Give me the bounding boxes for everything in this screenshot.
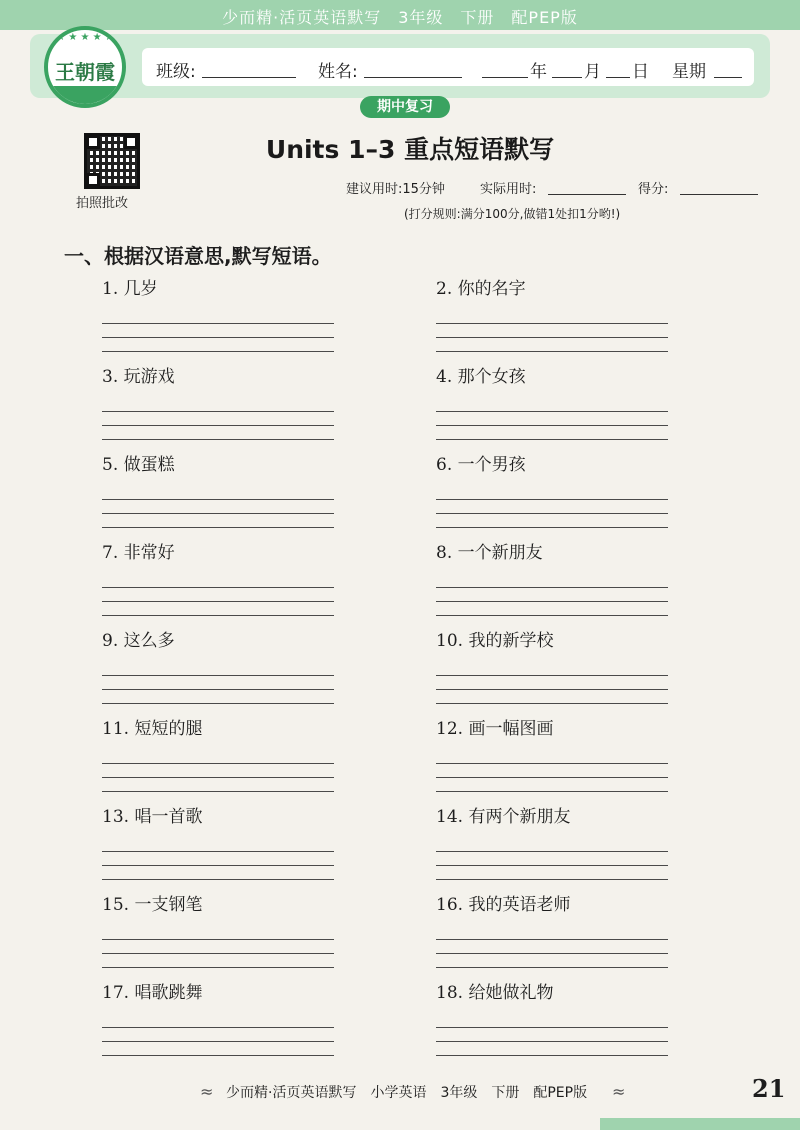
answer-line[interactable] [102, 662, 334, 676]
answer-line[interactable] [102, 412, 334, 426]
answer-line[interactable] [102, 514, 334, 528]
answer-line[interactable] [102, 676, 334, 690]
bottom-stripe [600, 1118, 800, 1130]
answer-line[interactable] [436, 852, 668, 866]
exercise-prompt: 15. 一支钢笔 [102, 895, 203, 915]
answer-line[interactable] [436, 426, 668, 440]
exercise-prompt: 2. 你的名字 [436, 279, 526, 299]
score-field[interactable] [680, 194, 758, 195]
page-title: Units 1–3 重点短语默写 [265, 135, 555, 164]
answer-line[interactable] [102, 398, 334, 412]
exercise-prompt: 8. 一个新朋友 [436, 543, 543, 563]
answer-line[interactable] [436, 940, 668, 954]
answer-line[interactable] [436, 486, 668, 500]
footer-text: 少而精·活页英语默写 小学英语 3年级 下册 配PEP版 [226, 1085, 588, 1101]
answer-lines[interactable] [436, 574, 676, 616]
answer-lines[interactable] [436, 310, 676, 352]
exercise-prompt: 10. 我的新学校 [436, 631, 554, 651]
qr-code-icon[interactable] [84, 133, 140, 189]
answer-lines[interactable] [436, 750, 676, 792]
month-label: 月 [584, 62, 601, 82]
series-title: 少而精·活页英语默写 3年级 下册 配PEP版 [222, 8, 578, 27]
exercise-prompt: 18. 给她做礼物 [436, 983, 554, 1003]
answer-line[interactable] [436, 500, 668, 514]
logo-banner [48, 86, 122, 104]
answer-line[interactable] [102, 310, 334, 324]
answer-lines[interactable] [102, 398, 342, 440]
star-icon: ★ ★ ★ ★ ★ [56, 32, 114, 43]
exercise-prompt: 1. 几岁 [102, 279, 158, 299]
answer-line[interactable] [436, 690, 668, 704]
class-label: 班级: [156, 62, 196, 82]
answer-line[interactable] [436, 324, 668, 338]
weekday-field[interactable] [714, 77, 742, 78]
page-number: 21 [752, 1074, 786, 1103]
answer-line[interactable] [436, 398, 668, 412]
answer-line[interactable] [102, 940, 334, 954]
answer-line[interactable] [436, 750, 668, 764]
exercise-prompt: 14. 有两个新朋友 [436, 807, 571, 827]
answer-line[interactable] [436, 1042, 668, 1056]
suggested-time: 建议用时:15分钟 [346, 182, 445, 197]
weekday-label: 星期 [672, 62, 706, 82]
answer-lines[interactable] [436, 1014, 676, 1056]
exercise-item [102, 892, 342, 968]
exercise-item [102, 540, 342, 616]
answer-line[interactable] [436, 1028, 668, 1042]
exercise-item [102, 804, 342, 880]
exercise-prompt: 17. 唱歌跳舞 [102, 983, 203, 1003]
answer-line[interactable] [102, 750, 334, 764]
exercise-item [102, 628, 342, 704]
exercise-item [436, 804, 676, 880]
exercise-prompt: 9. 这么多 [102, 631, 175, 651]
exercise-prompt: 12. 画一幅图画 [436, 719, 554, 739]
answer-line[interactable] [102, 602, 334, 616]
answer-line[interactable] [102, 338, 334, 352]
answer-line[interactable] [436, 1014, 668, 1028]
day-field[interactable] [606, 77, 630, 78]
qr-label: 拍照批改 [76, 196, 129, 211]
answer-lines[interactable] [436, 926, 676, 968]
answer-line[interactable] [102, 324, 334, 338]
answer-line[interactable] [102, 852, 334, 866]
section-tag: 期中复习 [360, 96, 450, 118]
answer-lines[interactable] [436, 662, 676, 704]
answer-line[interactable] [436, 662, 668, 676]
exercise-prompt: 11. 短短的腿 [102, 719, 203, 739]
exercise-item [102, 276, 342, 352]
answer-lines[interactable] [102, 486, 342, 528]
scoring-rule: (打分规则:满分100分,做错1处扣1分哟!) [404, 207, 621, 221]
answer-lines[interactable] [102, 574, 342, 616]
exercise-prompt: 7. 非常好 [102, 543, 175, 563]
day-label: 日 [632, 62, 649, 82]
answer-lines[interactable] [436, 838, 676, 880]
answer-line[interactable] [102, 954, 334, 968]
answer-lines[interactable] [436, 398, 676, 440]
student-info-box [142, 48, 754, 86]
answer-lines[interactable] [102, 1014, 342, 1056]
exercise-prompt: 4. 那个女孩 [436, 367, 526, 387]
exercise-item [436, 540, 676, 616]
year-label: 年 [530, 62, 547, 82]
exercise-prompt: 13. 唱一首歌 [102, 807, 203, 827]
name-field[interactable] [364, 77, 462, 78]
answer-line[interactable] [436, 926, 668, 940]
logo-text: 王朝霞 [55, 60, 115, 84]
answer-line[interactable] [102, 426, 334, 440]
answer-line[interactable] [102, 1014, 334, 1028]
exercise-item [436, 364, 676, 440]
exercise-prompt: 6. 一个男孩 [436, 455, 526, 475]
class-field[interactable] [202, 77, 296, 78]
answer-lines[interactable] [102, 926, 342, 968]
answer-line[interactable] [436, 778, 668, 792]
answer-line[interactable] [102, 778, 334, 792]
answer-line[interactable] [102, 486, 334, 500]
exercise-item [436, 716, 676, 792]
answer-lines[interactable] [102, 662, 342, 704]
section-heading: 一、根据汉语意思,默写短语。 [64, 244, 332, 268]
answer-line[interactable] [102, 690, 334, 704]
answer-line[interactable] [436, 764, 668, 778]
exercise-item [436, 892, 676, 968]
exercise-prompt: 16. 我的英语老师 [436, 895, 571, 915]
answer-lines[interactable] [102, 750, 342, 792]
answer-line[interactable] [102, 866, 334, 880]
actual-time-label: 实际用时: [480, 182, 537, 197]
exercise-prompt: 3. 玩游戏 [102, 367, 175, 387]
wave-icon: ≈ [200, 1082, 214, 1101]
answer-line[interactable] [436, 338, 668, 352]
answer-lines[interactable] [102, 310, 342, 352]
exercise-item [436, 452, 676, 528]
exercise-item [436, 628, 676, 704]
answer-lines[interactable] [102, 838, 342, 880]
exercise-item [102, 452, 342, 528]
answer-line[interactable] [436, 676, 668, 690]
exercise-item [102, 980, 342, 1056]
answer-line[interactable] [436, 574, 668, 588]
answer-line[interactable] [436, 514, 668, 528]
name-label: 姓名: [318, 62, 358, 82]
answer-line[interactable] [436, 866, 668, 880]
answer-line[interactable] [436, 954, 668, 968]
answer-line[interactable] [436, 412, 668, 426]
answer-line[interactable] [102, 574, 334, 588]
exercise-item [436, 980, 676, 1056]
year-field[interactable] [482, 77, 528, 78]
answer-line[interactable] [102, 838, 334, 852]
answer-line[interactable] [436, 838, 668, 852]
answer-line[interactable] [436, 310, 668, 324]
answer-line[interactable] [102, 588, 334, 602]
answer-line[interactable] [102, 764, 334, 778]
answer-line[interactable] [436, 588, 668, 602]
exercise-item [436, 276, 676, 352]
score-label: 得分: [638, 182, 669, 197]
answer-line[interactable] [102, 1028, 334, 1042]
wave-icon: ≈ [612, 1082, 626, 1101]
answer-line[interactable] [102, 500, 334, 514]
actual-time-field[interactable] [548, 194, 626, 195]
answer-lines[interactable] [436, 486, 676, 528]
answer-line[interactable] [102, 1042, 334, 1056]
brand-logo [44, 26, 126, 108]
answer-line[interactable] [102, 926, 334, 940]
exercise-item [102, 364, 342, 440]
exercise-item [102, 716, 342, 792]
month-field[interactable] [552, 77, 582, 78]
exercise-prompt: 5. 做蛋糕 [102, 455, 175, 475]
answer-line[interactable] [436, 602, 668, 616]
